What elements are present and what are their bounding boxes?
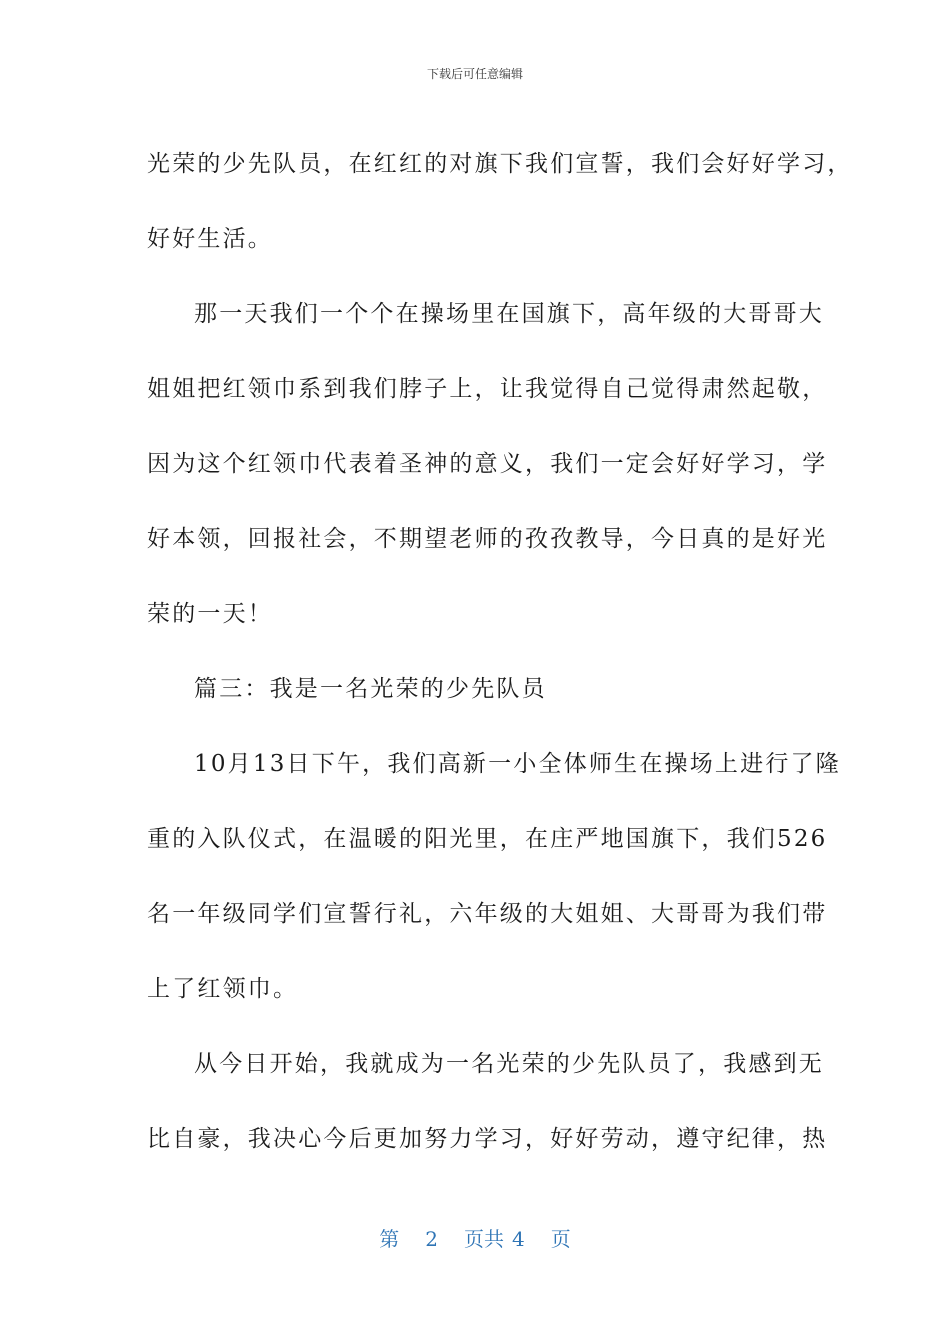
text-line: 10月13日下午，我们高新一小全体师生在操场上进行了隆 [194, 751, 841, 777]
text-line: 名一年级同学们宣誓行礼，六年级的大姐姐、大哥哥为我们带 [147, 901, 828, 927]
current-page-number: 2 [425, 1227, 438, 1251]
text-line: 比自豪，我决心今后更加努力学习，好好劳动，遵守纪律，热 [147, 1126, 828, 1152]
text-line: 因为这个红领巾代表着圣神的意义，我们一定会好好学习，学 [147, 451, 828, 477]
text-line: 从今日开始，我就成为一名光荣的少先队员了，我感到无 [194, 1051, 824, 1077]
text-line: 那一天我们一个个在操场里在国旗下，高年级的大哥哥大 [194, 301, 824, 327]
total-pages-number: 4 [512, 1227, 525, 1251]
text-line: 好好生活。 [147, 226, 273, 252]
footer-suffix: 页 [550, 1227, 571, 1251]
page-header: 下载后可任意编辑 [426, 67, 523, 81]
footer-middle: 页共 [464, 1227, 504, 1251]
text-line: 光荣的少先队员，在红红的对旗下我们宣誓，我们会好好学习， [147, 151, 853, 177]
text-line: 好本领，回报社会，不期望老师的孜孜教导，今日真的是好光 [147, 526, 828, 552]
text-line: 上了红领巾。 [147, 976, 299, 1002]
page-footer [0, 1227, 950, 1251]
text-line: 重的入队仪式，在温暖的阳光里，在庄严地国旗下，我们526 [147, 826, 828, 852]
footer-prefix: 第 [379, 1227, 400, 1251]
document-body [147, 127, 853, 1177]
text-line: 姐姐把红领巾系到我们脖子上，让我觉得自己觉得肃然起敬， [147, 376, 828, 402]
section-heading: 篇三：我是一名光荣的少先队员 [194, 676, 547, 702]
text-line: 荣的一天！ [147, 601, 273, 627]
